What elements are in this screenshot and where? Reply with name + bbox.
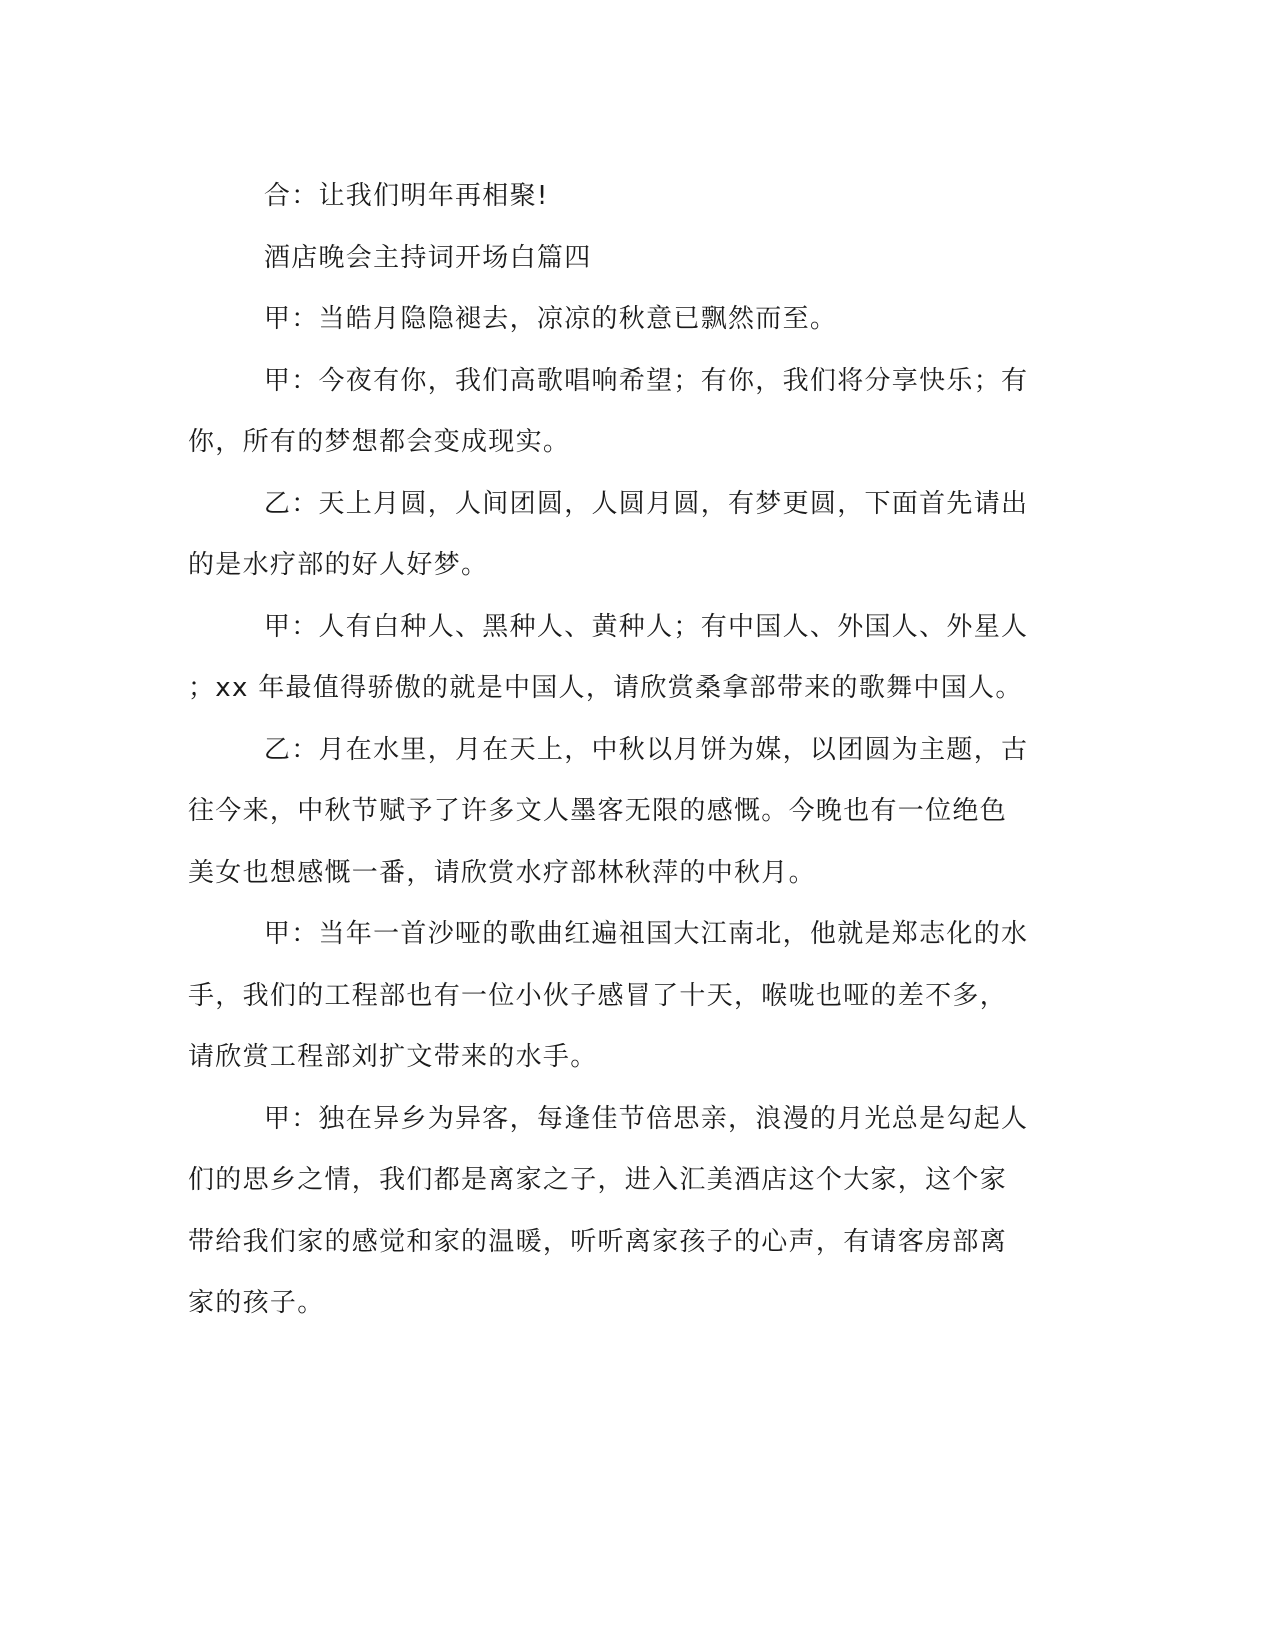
paragraph-7: 乙：月在水里，月在天上，中秋以月饼为媒，以团圆为主题，古 往今来，中秋节赋予了许多文人墨客无限的感慨。今晚也有一位绝色 美女也想感慨一番，请欣赏水疗部林秋萍的中秋月。 [188, 734, 1029, 888]
paragraph-8: 甲：当年一首沙哑的歌曲红遍祖国大江南北，他就是郑志化的水 手，我们的工程部也有一位小伙子感冒了十天，喉咙也哑的差不多， 请欣赏工程部刘扩文带来的水手。 [188, 919, 1029, 1072]
paragraph-1: 合：让我们明年再相聚! [263, 181, 549, 211]
paragraph-3: 甲：当皓月隐隐褪去，凉凉的秋意已飘然而至。 [263, 304, 838, 334]
section-heading: 酒店晚会主持词开场白篇四 [263, 242, 592, 273]
paragraph-6: 甲：人有白种人、黑种人、黄种人；有中国人、外国人、外星人 ；xx 年最值得骄傲的就是中国人，请欣赏桑拿部带来的歌舞中国人。 [188, 611, 1029, 703]
paragraph-5: 乙：天上月圆，人间团圆，人圆月圆，有梦更圆，下面首先请出 的是水疗部的好人好梦。 [188, 488, 1029, 580]
paragraph-9: 甲：独在异乡为异客，每逢佳节倍思亲，浪漫的月光总是勾起人 们的思乡之情，我们都是离家之子，进入汇美酒店这个大家，这个家 带给我们家的感觉和家的温暖，听听离家孩子的心声，有请客房部离 家的孩子。 [188, 1103, 1029, 1318]
paragraph-4: 甲：今夜有你，我们高歌唱响希望；有你，我们将分享快乐；有 你，所有的梦想都会变成现实。 [188, 365, 1029, 457]
document-body [188, 166, 1068, 1335]
